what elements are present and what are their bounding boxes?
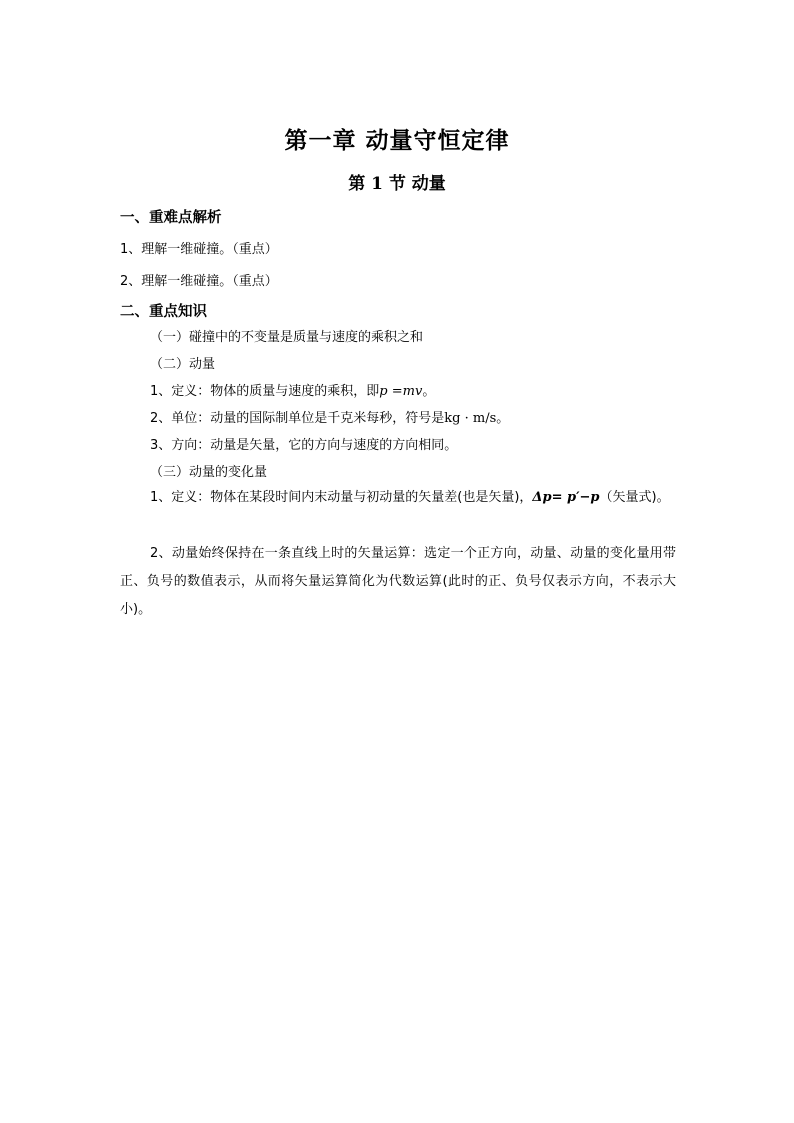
part2-heading: 二、重点知识	[120, 304, 207, 320]
definition-end: 。	[422, 384, 436, 399]
momentum-formula: p =mv	[379, 384, 423, 399]
definition-text: 1、定义：物体的质量与速度的乘积，即	[150, 384, 380, 399]
unit-text: 2、单位：动量的国际制单位是千克米每秒，符号是	[150, 411, 445, 426]
sub-heading-1: （一）碰撞中的不变量是质量与速度的乘积之和	[150, 330, 424, 345]
momentum-unit	[150, 407, 509, 426]
section-title: 第 1 节 动量	[348, 174, 446, 194]
part1-heading: 一、重难点解析	[120, 210, 222, 226]
unit-end: 。	[496, 411, 510, 426]
unit-symbol: kg · m/s	[444, 411, 497, 426]
chapter-title: 第一章 动量守恒定律	[284, 127, 510, 154]
momentum-direction: 3、方向：动量是矢量，它的方向与速度的方向相同。	[150, 438, 458, 453]
part1-item-1: 1、理解一维碰撞。（重点）	[120, 242, 278, 257]
part1-item-2: 2、理解一维碰撞。（重点）	[120, 274, 278, 289]
line-rule-paragraph: 2、动量始终保持在一条直线上时的矢量运算：选定一个正方向，动量、动量的变化量用带正、负号的数值表示，从而将矢量运算简化为代数运算(此时的正、负号仅表示方向，不表示大小)。	[120, 546, 676, 617]
change-definition	[120, 484, 676, 512]
change-definition-end: （矢量式)。	[599, 490, 670, 505]
change-definition-text: 1、定义：物体在某段时间内末动量与初动量的矢量差(也是矢量)，	[150, 490, 533, 505]
sub-heading-3: （三）动量的变化量	[150, 465, 268, 480]
momentum-definition	[150, 380, 435, 399]
change-formula: Δp= p′−p	[532, 490, 600, 505]
sub-heading-2: （二）动量	[150, 357, 216, 372]
